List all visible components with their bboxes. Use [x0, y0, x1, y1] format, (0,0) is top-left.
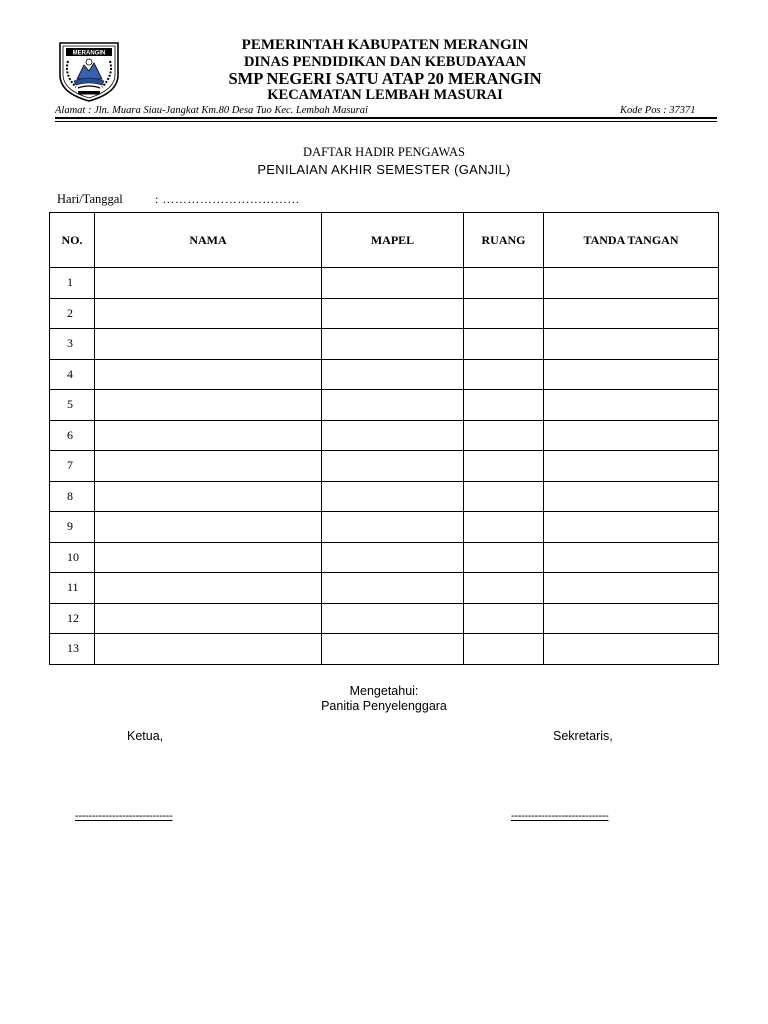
subject-cell	[322, 390, 464, 421]
header-name: NAMA	[95, 213, 322, 268]
header-room: RUANG	[464, 213, 544, 268]
letterhead-district: KECAMATAN LEMBAH MASURAI	[267, 87, 503, 103]
room-cell	[464, 481, 544, 512]
subject-cell	[322, 634, 464, 665]
row-number: 10	[50, 542, 95, 573]
name-cell	[95, 451, 322, 482]
chair-label: Ketua,	[127, 729, 164, 743]
name-cell	[95, 390, 322, 421]
row-number: 9	[50, 512, 95, 543]
room-cell	[464, 573, 544, 604]
attendance-table	[49, 212, 719, 665]
name-cell	[95, 542, 322, 573]
signature-cell	[544, 542, 719, 573]
name-cell	[95, 359, 322, 390]
room-cell	[464, 634, 544, 665]
name-cell	[95, 512, 322, 543]
letterhead-rule-thin	[55, 121, 717, 122]
row-number: 2	[50, 298, 95, 329]
name-cell	[95, 329, 322, 360]
signature-cell	[544, 359, 719, 390]
secretary-label: Sekretaris,	[553, 729, 613, 743]
subject-cell	[322, 481, 464, 512]
row-number: 1	[50, 268, 95, 299]
table-row	[50, 542, 719, 573]
committee-label: Panitia Penyelenggara	[321, 699, 447, 713]
subject-cell	[322, 603, 464, 634]
room-cell	[464, 512, 544, 543]
date-field-label: Hari/Tanggal	[57, 192, 123, 206]
header-signature: TANDA TANGAN	[544, 213, 719, 268]
row-number: 4	[50, 359, 95, 390]
room-cell	[464, 542, 544, 573]
room-cell	[464, 329, 544, 360]
letterhead-department: DINAS PENDIDIKAN DAN KEBUDAYAAN	[243, 54, 527, 70]
signature-cell	[544, 573, 719, 604]
name-cell	[95, 573, 322, 604]
letterhead-government: PEMERINTAH KABUPATEN MERANGIN	[241, 37, 529, 53]
row-number: 8	[50, 481, 95, 512]
name-cell	[95, 603, 322, 634]
signature-cell	[544, 390, 719, 421]
row-number: 6	[50, 420, 95, 451]
table-row	[50, 329, 719, 360]
room-cell	[464, 420, 544, 451]
table-row	[50, 451, 719, 482]
subject-cell	[322, 573, 464, 604]
subject-cell	[322, 451, 464, 482]
name-cell	[95, 420, 322, 451]
letterhead-school-name: SMP NEGERI SATU ATAP 20 MERANGIN	[228, 69, 542, 88]
row-number: 3	[50, 329, 95, 360]
document-subtitle: PENILAIAN AKHIR SEMESTER (GANJIL)	[257, 162, 511, 177]
table-row	[50, 298, 719, 329]
room-cell	[464, 268, 544, 299]
row-number: 7	[50, 451, 95, 482]
subject-cell	[322, 298, 464, 329]
secretary-signature-line: -----------------------------	[511, 810, 609, 822]
name-cell	[95, 298, 322, 329]
row-number: 5	[50, 390, 95, 421]
table-row	[50, 268, 719, 299]
row-number: 12	[50, 603, 95, 634]
signature-cell	[544, 420, 719, 451]
subject-cell	[322, 420, 464, 451]
table-row	[50, 359, 719, 390]
room-cell	[464, 390, 544, 421]
date-field-blank: : ……………………………	[155, 192, 300, 206]
row-number: 11	[50, 573, 95, 604]
room-cell	[464, 451, 544, 482]
signature-cell	[544, 329, 719, 360]
name-cell	[95, 634, 322, 665]
subject-cell	[322, 268, 464, 299]
chair-signature-line: -----------------------------	[75, 810, 173, 822]
table-row	[50, 634, 719, 665]
name-cell	[95, 268, 322, 299]
letterhead-address: Alamat : Jln. Muara Siau-Jangkat Km.80 Desa Tuo Kec. Lembah Masurai	[55, 105, 368, 116]
row-number: 13	[50, 634, 95, 665]
letterhead-postal-code: Kode Pos : 37371	[620, 105, 696, 116]
table-row	[50, 481, 719, 512]
signature-cell	[544, 512, 719, 543]
name-cell	[95, 481, 322, 512]
acknowledged-label: Mengetahui:	[349, 684, 419, 698]
signature-cell	[544, 481, 719, 512]
signature-cell	[544, 451, 719, 482]
subject-cell	[322, 359, 464, 390]
room-cell	[464, 603, 544, 634]
subject-cell	[322, 329, 464, 360]
header-no: NO.	[50, 213, 95, 268]
room-cell	[464, 298, 544, 329]
letterhead-rule-thick	[55, 117, 717, 119]
svg-text:MERANGIN: MERANGIN	[72, 50, 106, 57]
table-row	[50, 390, 719, 421]
table-row	[50, 603, 719, 634]
subject-cell	[322, 542, 464, 573]
table-header-row	[50, 213, 719, 268]
signature-cell	[544, 298, 719, 329]
signature-cell	[544, 603, 719, 634]
subject-cell	[322, 512, 464, 543]
regency-emblem-icon	[54, 35, 124, 105]
signature-cell	[544, 268, 719, 299]
table-row	[50, 420, 719, 451]
room-cell	[464, 359, 544, 390]
table-row	[50, 573, 719, 604]
header-subject: MAPEL	[322, 213, 464, 268]
document-title: DAFTAR HADIR PENGAWAS	[303, 145, 465, 159]
signature-cell	[544, 634, 719, 665]
table-row	[50, 512, 719, 543]
